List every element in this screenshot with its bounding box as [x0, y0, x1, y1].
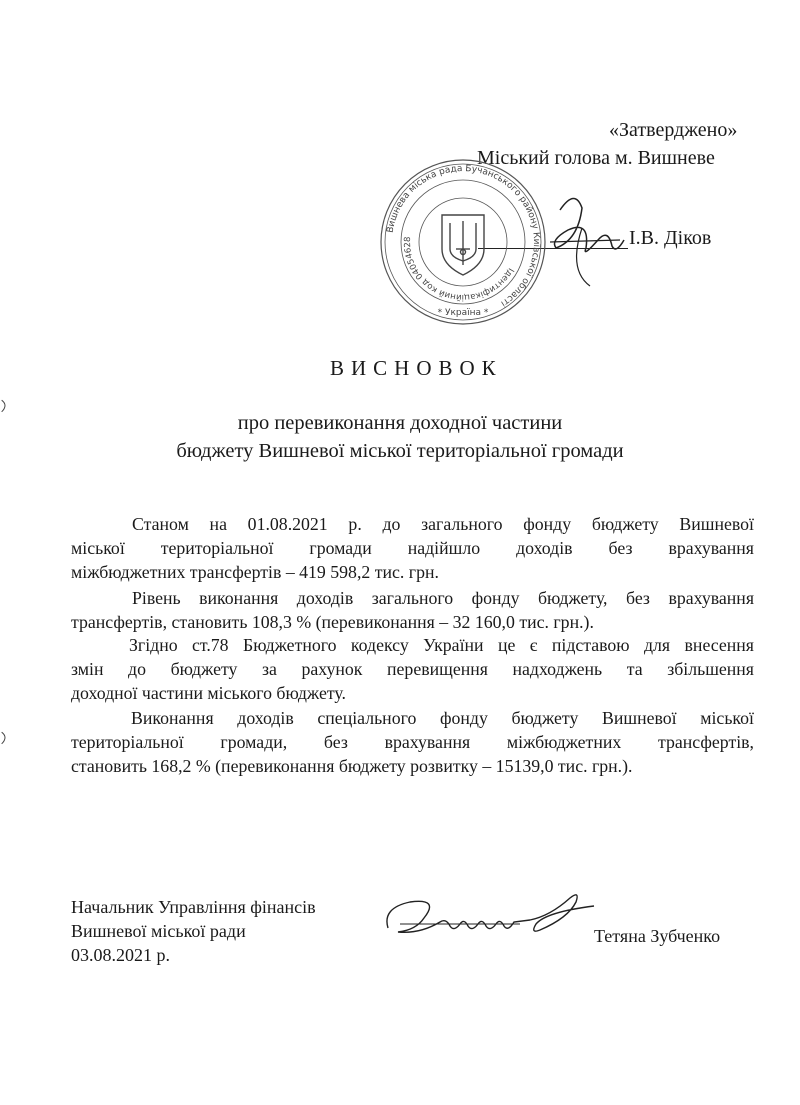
- seal-bottom-text: * Україна *: [437, 308, 489, 318]
- paragraph-4: [71, 706, 754, 778]
- paragraph-line: міської територіальної громади надійшло доходів без врахування: [71, 538, 754, 558]
- paragraph-line: трансфертів, становить 108,3 % (перевиконання – 32 160,0 тис. грн.).: [71, 612, 594, 632]
- document-subtitle-line1: про перевиконання доходної частини: [237, 412, 563, 434]
- paragraph-line: територіальної громади, без врахування міжбюджетних трансфертів,: [71, 732, 754, 752]
- document-subtitle-line2: бюджету Вишневої міської територіальної громади: [176, 440, 624, 462]
- paragraph-line: Виконання доходів спеціального фонду бюджету Вишневої міської: [131, 708, 754, 728]
- paragraph-line: доходної частини міського бюджету.: [71, 683, 346, 703]
- footer-position-line1: Начальник Управління фінансів: [71, 897, 316, 917]
- footer-position-line2: Вишневої міської ради: [71, 921, 246, 941]
- approval-position: Міський голова м. Вишневе: [477, 147, 715, 169]
- footer-signer: Тетяна Зубченко: [594, 926, 721, 946]
- approval-label: «Затверджено»: [609, 119, 738, 141]
- paragraph-2: [71, 586, 754, 634]
- paragraph-line: Згідно ст.78 Бюджетного кодексу України це є підставою для внесення: [129, 635, 754, 655]
- seal-outer-text: Вишнева міська рада Бучанського району Київської області: [385, 163, 542, 309]
- paragraph-3: [71, 633, 754, 705]
- footer-date: 03.08.2021 р.: [71, 945, 170, 965]
- document-title: ВИСНОВОК: [330, 356, 503, 380]
- trident-icon: [442, 215, 484, 275]
- paragraph-line: Станом на 01.08.2021 р. до загального фонду бюджету Вишневої: [132, 514, 754, 534]
- paragraph-line: міжбюджетних трансфертів – 419 598,2 тис. грн.: [71, 562, 439, 582]
- paragraph-line: становить 168,2 % (перевиконання бюджету розвитку – 15139,0 тис. грн.).: [71, 756, 633, 776]
- paragraph-line: змін до бюджету за рахунок перевищення надходжень та збільшення: [71, 659, 754, 679]
- paragraph-1: [71, 512, 754, 584]
- margin-mark-icon: [0, 398, 10, 414]
- footer-signature: [380, 888, 600, 948]
- margin-mark-icon: [0, 730, 10, 746]
- paragraph-line: Рівень виконання доходів загального фонду бюджету, без врахування: [132, 588, 754, 608]
- approval-signer: І.В. Діков: [629, 227, 712, 249]
- approval-signature: [520, 180, 630, 290]
- seal-inner-text: Ідентифікаційний код 04054628: [402, 236, 516, 303]
